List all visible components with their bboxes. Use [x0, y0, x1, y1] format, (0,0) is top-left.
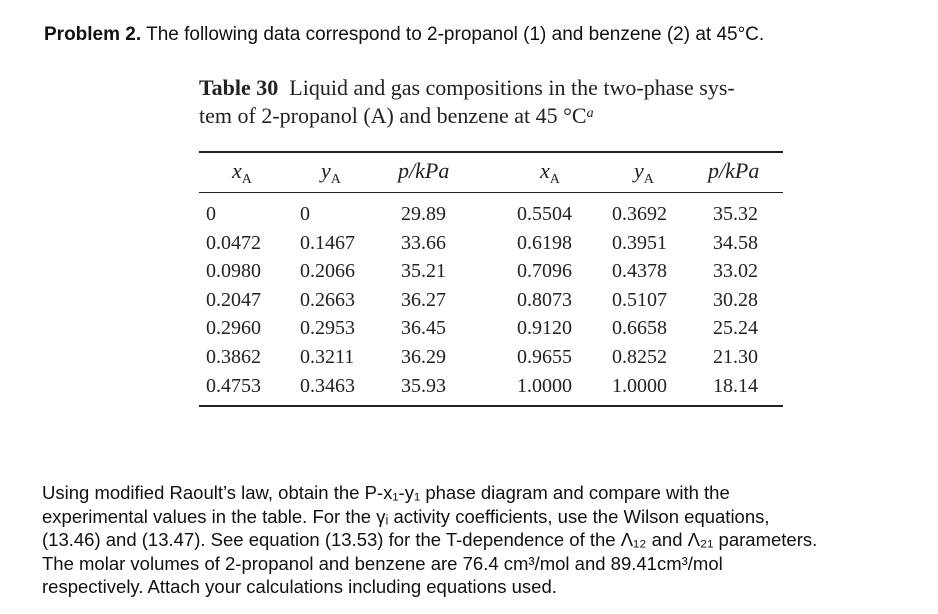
header-xa-2 [540, 157, 560, 189]
table-cell: 0.0980 [206, 260, 261, 283]
table-cell: 0.3951 [612, 231, 667, 254]
instructions-line-5: respectively. Attach your calculations including equations used. [42, 576, 557, 597]
header-sub: A [643, 172, 654, 187]
column-ya-1 [300, 200, 355, 400]
header-p-2 [708, 157, 759, 185]
table-cell: 1.0000 [517, 374, 572, 397]
header-var: p/kPa [398, 158, 450, 183]
header-sub: A [330, 172, 341, 187]
instructions-paragraph [42, 481, 932, 599]
table-cell: 29.89 [401, 203, 446, 225]
header-var: x [540, 158, 550, 183]
table-cell: 0.2663 [300, 288, 355, 311]
table-cell: 25.24 [713, 317, 758, 340]
header-var: y [321, 158, 331, 183]
problem-statement [44, 22, 924, 48]
column-xa-2 [517, 200, 572, 400]
table-cell: 0.3463 [300, 374, 355, 397]
table-cell: 1.0000 [612, 374, 667, 397]
table-cell: 0.2960 [206, 317, 261, 340]
instructions-line-1: Using modified Raoult’s law, obtain the P-x₁-y₁ phase diagram and compare with the [42, 482, 730, 503]
table-cell: 0.8252 [612, 345, 667, 368]
instructions-line-3: (13.46) and (13.47). See equation (13.53) for the T-dependence of the Λ₁₂ and Λ₂₁ parameters. [42, 529, 818, 550]
table-cell: 0.9655 [517, 345, 572, 368]
table-cell: 0.8073 [517, 288, 572, 311]
column-ya-2 [612, 200, 667, 400]
table-cell: 0.5504 [517, 203, 572, 225]
caption-line-2 [199, 102, 799, 130]
column-p-2 [713, 200, 758, 400]
table-cell: 0.0472 [206, 231, 261, 254]
table-cell: 0.3692 [612, 203, 667, 225]
header-p-1 [398, 157, 449, 185]
instructions-line-2: experimental values in the table. For the γᵢ activity coefficients, use the Wilson equations, [42, 505, 770, 527]
table-cell: 0.2953 [300, 317, 355, 340]
table-cell: 0.4753 [206, 374, 261, 397]
caption-footnote-mark: a [586, 106, 594, 121]
header-sub: A [241, 172, 252, 187]
header-sub: A [549, 172, 560, 187]
table-cell: 0 [300, 203, 310, 225]
table-cell: 35.32 [713, 203, 758, 225]
table-label: Table 30 [199, 75, 279, 100]
column-p-1 [401, 200, 446, 400]
table-cell: 0.7096 [517, 260, 572, 283]
problem-text: The following data correspond to 2-propanol (1) and benzene (2) at 45°C. [141, 24, 765, 45]
table-cell: 0.6658 [612, 317, 667, 340]
header-var: y [634, 158, 644, 183]
table-cell: 0.1467 [300, 231, 355, 254]
table-cell: 36.29 [401, 345, 446, 368]
header-var: x [232, 158, 242, 183]
table-caption [199, 74, 799, 130]
table-cell: 36.27 [401, 288, 446, 311]
header-ya-2 [634, 157, 654, 189]
table-cell: 0.6198 [517, 231, 572, 254]
table-cell: 34.58 [713, 231, 758, 254]
table-bottom-rule [199, 405, 783, 407]
table-cell: 35.93 [401, 374, 446, 397]
caption-text-2: tem of 2-propanol (A) and benzene at 45 °C [199, 103, 587, 128]
table-cell: 0.2047 [206, 288, 261, 311]
table-cell: 33.66 [401, 231, 446, 254]
problem-label: Problem 2. [44, 24, 142, 45]
header-var: p/kPa [708, 158, 760, 183]
table-cell: 33.02 [713, 260, 758, 283]
table-cell: 0.3211 [300, 345, 355, 368]
table-cell: 0.9120 [517, 317, 572, 340]
column-xa-1 [206, 200, 261, 400]
table-top-rule [199, 151, 783, 153]
table-cell: 0.2066 [300, 260, 355, 283]
table-cell: 36.45 [401, 317, 446, 340]
table-cell: 30.28 [713, 288, 758, 311]
table-cell: 0.4378 [612, 260, 667, 283]
table-cell: 35.21 [401, 260, 446, 283]
table-cell: 21.30 [713, 345, 758, 368]
table-cell: 0.5107 [612, 288, 667, 311]
header-xa-1 [232, 157, 252, 189]
table-header-rule [199, 192, 783, 193]
table-cell: 0 [206, 203, 216, 225]
caption-text-1: Liquid and gas compositions in the two-phase sys- [289, 75, 735, 100]
table-cell: 0.3862 [206, 345, 261, 368]
instructions-line-4: The molar volumes of 2-propanol and benzene are 76.4 cm³/mol and 89.41cm³/mol [42, 552, 723, 574]
caption-line-1 [199, 74, 799, 102]
table-cell: 18.14 [713, 374, 758, 397]
header-ya-1 [321, 157, 341, 189]
